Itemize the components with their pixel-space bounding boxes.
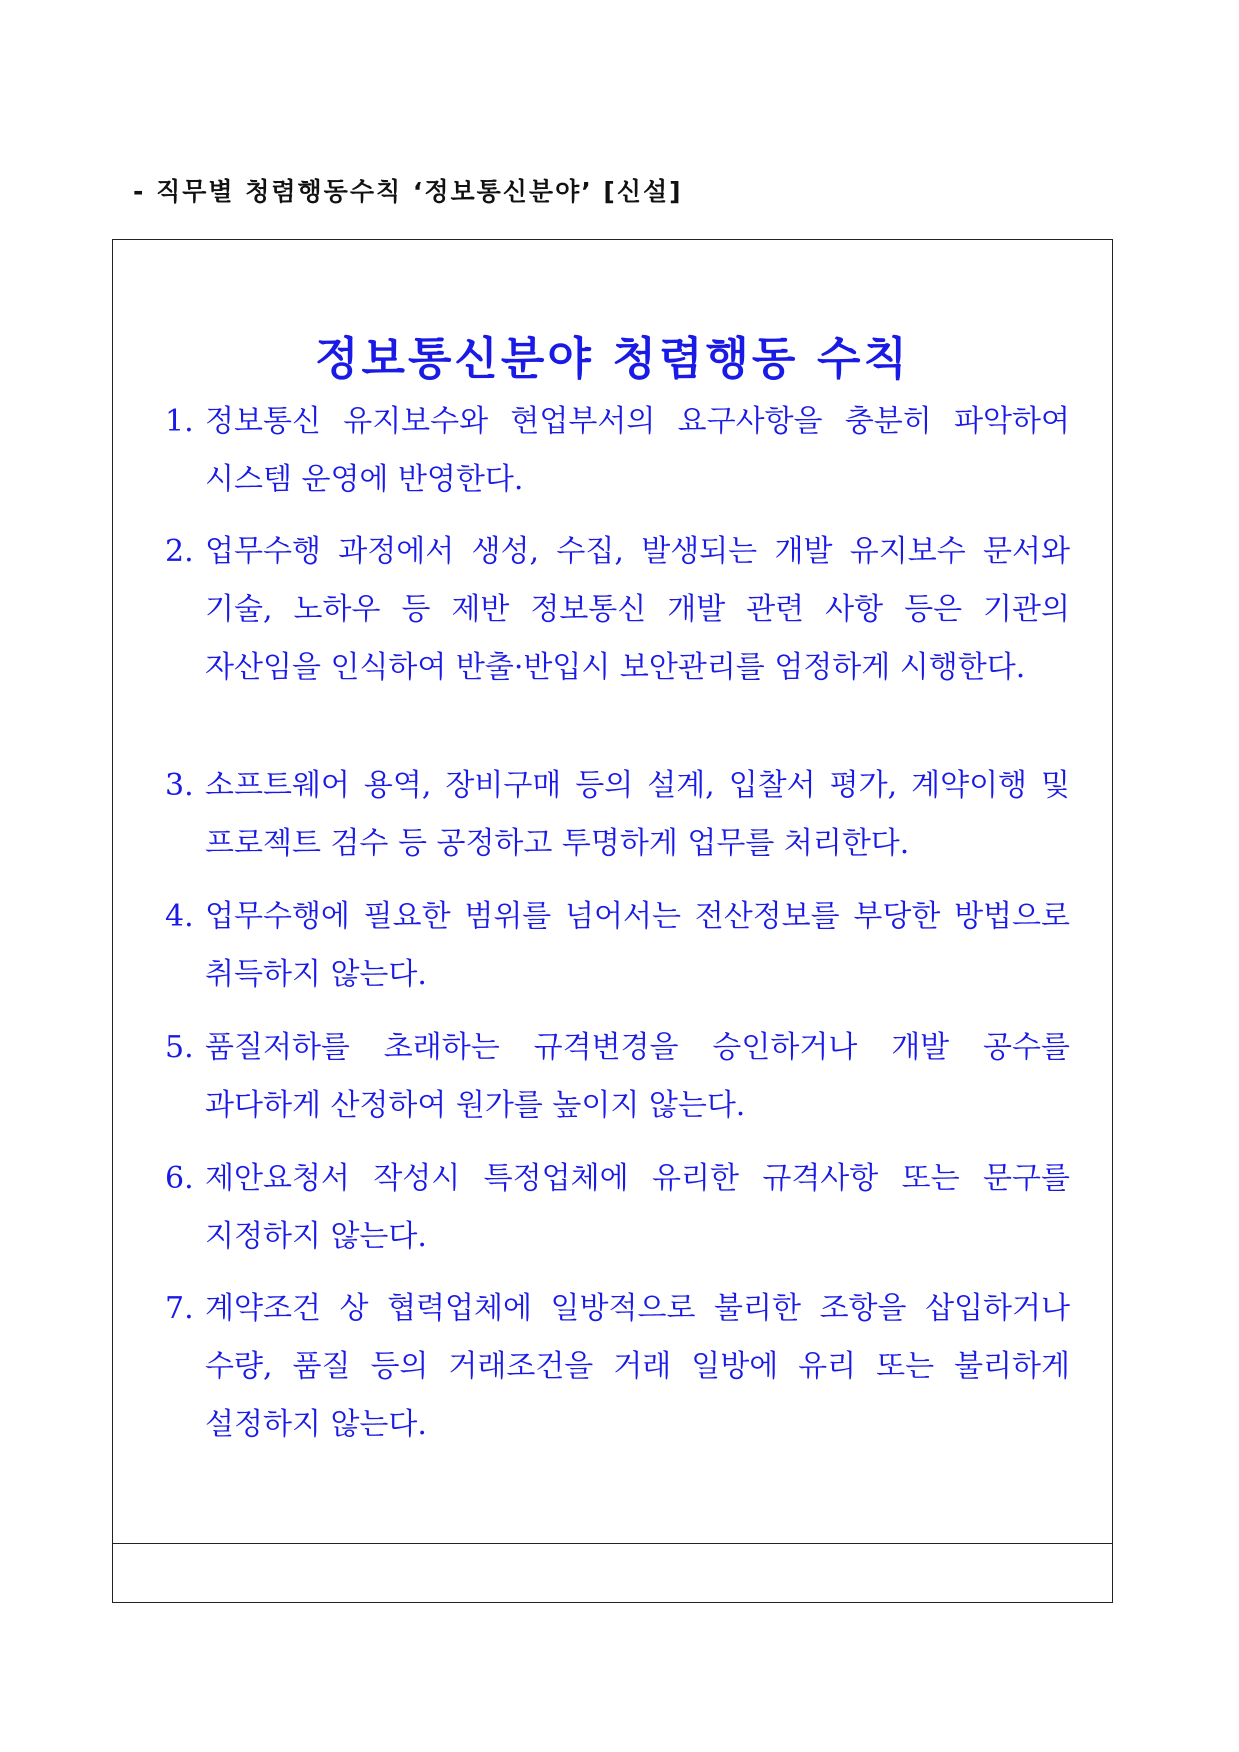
rule-number: 5. [165, 1030, 194, 1065]
page-heading: - 직무별 청렴행동수칙 ‘정보통신분야’ [신설] [133, 177, 683, 206]
rule-text: 업무수행에 필요한 범위를 넘어서는 전산정보를 부당한 방법으로 취득하지 않는다. [205, 899, 1070, 992]
rule-number: 1. [165, 404, 194, 439]
rule-text: 제안요청서 작성시 특정업체에 유리한 규격사항 또는 문구를 지정하지 않는다. [205, 1161, 1070, 1254]
rule-item-2 [165, 523, 1070, 697]
rule-item-6 [165, 1150, 1070, 1266]
rule-item-5 [165, 1019, 1070, 1135]
rule-text: 계약조건 상 협력업체에 일방적으로 불리한 조항을 삽입하거나 수량, 품질 등의 거래조건을 거래 일방에 유리 또는 불리하게 설정하지 않는다. [205, 1291, 1070, 1442]
rule-number: 4. [165, 899, 194, 934]
box-title: 정보통신분야 청렴행동 수칙 [315, 332, 910, 385]
box-footer-divider [113, 1543, 1112, 1544]
rule-text: 정보통신 유지보수와 현업부서의 요구사항을 충분히 파악하여 시스템 운영에 반영한다. [205, 404, 1070, 497]
rule-item-3 [165, 757, 1070, 873]
rule-text: 소프트웨어 용역, 장비구매 등의 설계, 입찰서 평가, 계약이행 및 프로젝트 검수 등 공정하고 투명하게 업무를 처리한다. [205, 768, 1070, 861]
rule-text: 업무수행 과정에서 생성, 수집, 발생되는 개발 유지보수 문서와 기술, 노하우 등 제반 정보통신 개발 관련 사항 등은 기관의 자산임을 인식하여 반출·반입시 보안관리를 엄정하게 시행한다. [205, 534, 1070, 685]
rule-number: 3. [165, 768, 194, 803]
rule-number: 7. [165, 1291, 194, 1326]
rule-item-4 [165, 888, 1070, 1004]
rule-item-7 [165, 1280, 1070, 1454]
rule-number: 2. [165, 534, 194, 569]
rule-text: 품질저하를 초래하는 규격변경을 승인하거나 개발 공수를 과다하게 산정하여 원가를 높이지 않는다. [205, 1030, 1070, 1123]
code-of-conduct-box [112, 239, 1113, 1603]
rule-number: 6. [165, 1161, 194, 1196]
rule-item-1 [165, 393, 1070, 509]
